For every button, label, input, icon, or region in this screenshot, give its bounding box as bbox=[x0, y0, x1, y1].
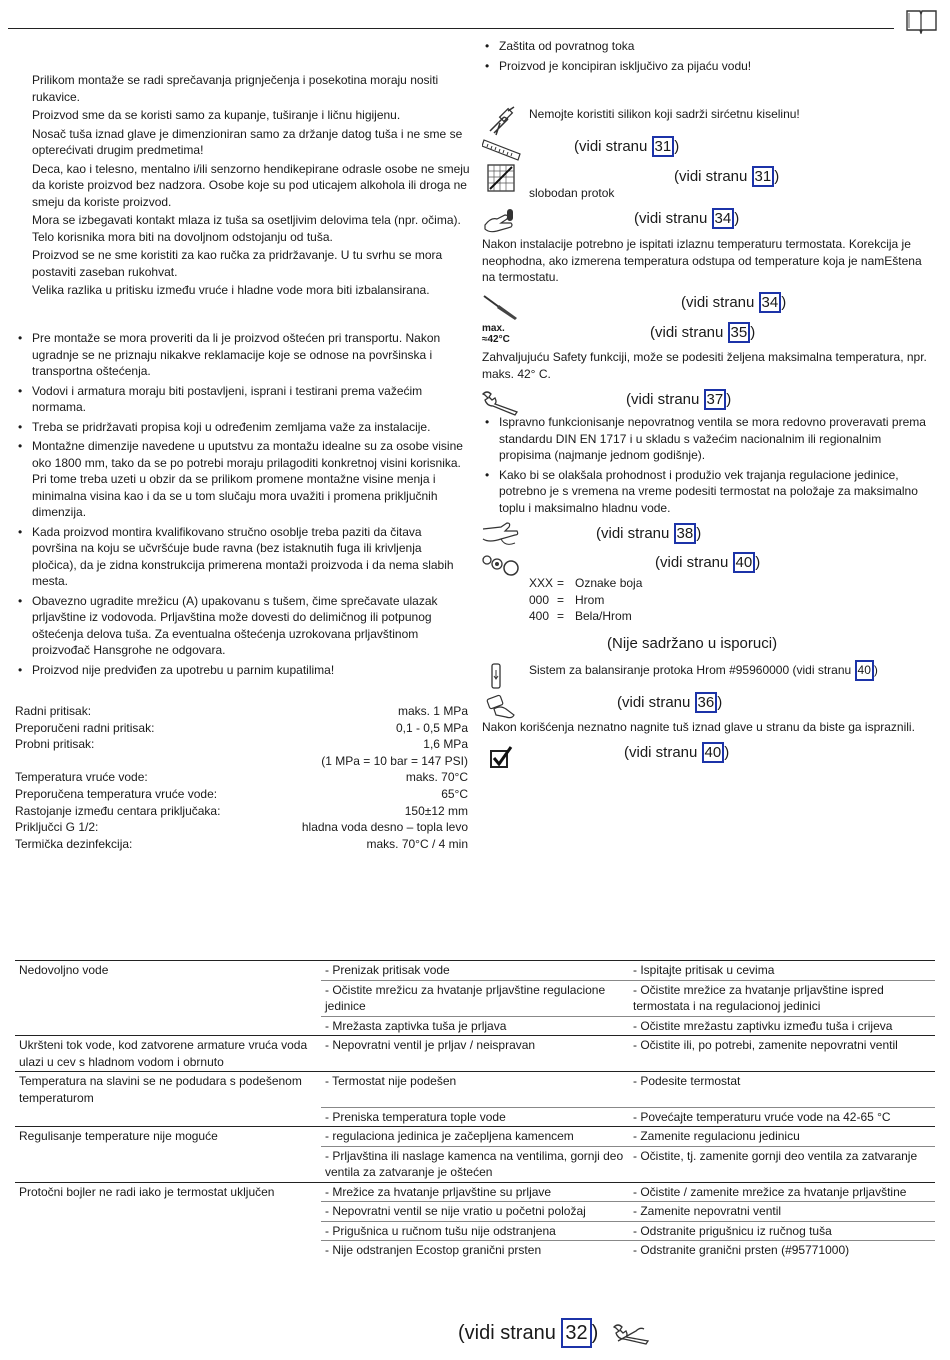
safety-section bbox=[32, 72, 472, 301]
spec-label: Preporučeni radni pritisak: bbox=[15, 720, 155, 735]
fix-cell: - Očistite mrežastu zaptivku između tuša i crijeva bbox=[629, 1016, 935, 1036]
fix-cell: - Odstranite prigušnicu iz ručnog tuša bbox=[629, 1221, 935, 1241]
cause-cell: - Očistite mrežicu za hvatanje prljavštine regulacione jedinice bbox=[321, 980, 629, 1016]
spec-row bbox=[15, 803, 468, 820]
install-bullet: • Treba se pridržavati propisa koji u određenim zemljama važe za instalacije. bbox=[18, 419, 463, 436]
close-paren: ) bbox=[774, 168, 780, 185]
fix-cell: - Podesite termostat bbox=[629, 1072, 935, 1108]
page-ref[interactable]: 31 bbox=[752, 166, 775, 187]
see-page-label: (vidi stranu bbox=[458, 1322, 556, 1344]
silicone-gun-icon bbox=[486, 105, 518, 137]
spec-value: 65°C bbox=[441, 786, 468, 801]
spec-label: Temperatura vruće vode: bbox=[15, 770, 148, 785]
problem-cell bbox=[15, 1107, 321, 1127]
table-row bbox=[15, 1202, 935, 1222]
problem-cell: Temperatura na slavini se ne podudara s podešenom temperaturom bbox=[15, 1072, 321, 1108]
spec-label: Priključci G 1/2: bbox=[15, 820, 99, 835]
hand-tilt-icon bbox=[484, 693, 518, 721]
cause-cell: - Prljavština ili naslage kamenca na ventilima, gornji deo ventila za zatvaranje je oštećen bbox=[321, 1146, 629, 1182]
maintenance-bullet: • Kako bi se olakšala prohodnost i produžio vek trajanja regulacione jedinice, potrebno je s vremena na vreme podesiti termostat na položaje za maksimalno toplu i maksimalno hladnu vode. bbox=[485, 467, 935, 517]
safety-paragraph: Mora se izbegavati kontakt mlaza iz tuša sa osetljivim delovima tela (npr. očima). Telo korisnika mora biti na dovoljnom odstojanju od tuša. bbox=[32, 213, 461, 244]
color-code-row bbox=[529, 608, 642, 625]
see-page-40b bbox=[624, 742, 729, 763]
spec-value: 1,6 MPa bbox=[423, 737, 468, 752]
spec-row bbox=[15, 703, 468, 720]
top-bullet: • Zaštita od povratnog toka bbox=[485, 38, 935, 55]
footer-see-page bbox=[458, 1318, 652, 1348]
see-page-40a bbox=[655, 552, 760, 573]
wrench-icon bbox=[612, 1323, 652, 1345]
safety-paragraph: Deca, kao i telesno, mentalno i/ili senzorno hendikepirane odrasle osobe ne smeju da koriste proizvod bez nadzora. Osobe koje su pod uticajem alkohola ili droga ne smeju da koriste proizvod. bbox=[32, 161, 470, 209]
page-ref[interactable]: 32 bbox=[561, 1318, 591, 1348]
cause-cell: - Prenizak pritisak vode bbox=[321, 961, 629, 981]
fix-cell: - Očistite ili, po potrebi, zamenite nepovratni ventil bbox=[629, 1036, 935, 1072]
fix-cell: - Očistite mrežice za hvatanje prljavštine ispred termostata i na regulacionoj jedinici bbox=[629, 980, 935, 1016]
problem-cell bbox=[15, 980, 321, 1016]
safety-paragraph: Proizvod sme da se koristi samo za kupanje, tuširanje i ličnu higijenu. bbox=[32, 108, 401, 122]
safety-function-note: Zahvaljujuću Safety funkciji, može se podesiti željena maksimalna temperatura, npr. maks. 42° C. bbox=[482, 350, 927, 381]
see-page-label: (vidi stranu bbox=[626, 391, 700, 408]
see-page-label: (vidi stranu bbox=[681, 294, 755, 311]
spec-value: maks. 70°C bbox=[405, 770, 468, 785]
install-bullet: • Vodovi i armatura moraju biti postavljeni, isprani i testirani prema važećim normama. bbox=[18, 383, 463, 416]
fix-cell: - Zamenite regulacionu jedinicu bbox=[629, 1127, 935, 1147]
flow-balancer-icon bbox=[487, 662, 505, 690]
fix-cell: - Očistite / zamenite mrežice za hvatanje prljavštine bbox=[629, 1182, 935, 1202]
see-page-34b bbox=[681, 292, 786, 313]
fix-cell: - Očistite, tj. zamenite gornji deo ventila za zatvaranje bbox=[629, 1146, 935, 1182]
not-included-label: (Nije sadržano u isporuci) bbox=[607, 635, 778, 652]
top-bullets bbox=[485, 38, 935, 77]
table-row bbox=[15, 1016, 935, 1036]
color-code: 000 bbox=[529, 592, 550, 607]
table-row bbox=[15, 1221, 935, 1241]
installation-notes bbox=[18, 330, 463, 681]
problem-cell bbox=[15, 1221, 321, 1241]
see-page-34a bbox=[634, 208, 739, 229]
spare-parts-icon bbox=[481, 552, 521, 578]
problem-cell bbox=[15, 1241, 321, 1260]
drain-note: Nakon korišćenja neznatno nagnite tuš iznad glave u stranu da biste ga ispraznili. bbox=[482, 720, 915, 734]
page-ref[interactable]: 40 bbox=[733, 552, 756, 573]
install-bullet: • Kada proizvod montira kvalifikovano stručno osoblje treba paziti da čitava površina na koju se učvršćuje bude ravna (bez istaknutih fuga ili krivljenja pločica), da je zidna konstrukcija primerena montaži proizvoda i da nema slabih mesta. bbox=[18, 524, 463, 590]
table-row bbox=[15, 980, 935, 1016]
see-page-label: (vidi stranu bbox=[655, 554, 729, 571]
problem-cell: Ukršteni tok vode, kod zatvorene armature vruća voda ulazi u cev s hladnom vodom i obrnuto bbox=[15, 1036, 321, 1072]
see-page-label: (vidi stranu bbox=[596, 525, 670, 542]
balancing-note bbox=[529, 660, 878, 681]
table-row bbox=[15, 961, 935, 981]
spec-value: 150±12 mm bbox=[404, 803, 468, 818]
ruler-icon bbox=[482, 136, 522, 162]
cause-cell: - Nepovratni ventil se nije vratio u početni položaj bbox=[321, 1202, 629, 1222]
table-row bbox=[15, 1036, 935, 1072]
problem-cell: Nedovoljno vode bbox=[15, 961, 321, 981]
page-ref[interactable]: 31 bbox=[652, 136, 675, 157]
problem-cell: Regulisanje temperature nije moguće bbox=[15, 1127, 321, 1147]
cause-cell: - Preniska temperatura tople vode bbox=[321, 1107, 629, 1127]
close-paren: ) bbox=[781, 294, 787, 311]
see-page-31b bbox=[674, 166, 779, 187]
page-ref[interactable]: 36 bbox=[695, 692, 718, 713]
spec-value: (1 MPa = 10 bar = 147 PSI) bbox=[321, 753, 468, 768]
max-temperature-icon bbox=[482, 323, 510, 345]
color-name: Hrom bbox=[575, 592, 605, 607]
table-row bbox=[15, 1241, 935, 1260]
see-page-label: (vidi stranu bbox=[634, 210, 708, 227]
spec-label: Preporučena temperatura vruće vode: bbox=[15, 786, 218, 801]
spec-row bbox=[15, 753, 468, 770]
spec-row bbox=[15, 819, 468, 836]
cause-cell: - Termostat nije podešen bbox=[321, 1072, 629, 1108]
spec-label: Rastojanje između centara priključaka: bbox=[15, 803, 221, 818]
maintenance-bullets bbox=[485, 414, 935, 519]
close-paren: ) bbox=[591, 1322, 599, 1344]
table-row bbox=[15, 1072, 935, 1108]
safety-paragraph: Velika razlika u pritisku između vruće i hladne vode mora biti izbalansirana. bbox=[32, 283, 430, 297]
color-code: 400 bbox=[529, 609, 550, 624]
see-page-38 bbox=[596, 523, 701, 544]
see-page-31a bbox=[574, 136, 679, 157]
cause-cell: - Nepovratni ventil je prljav / neispravan bbox=[321, 1036, 629, 1072]
see-page-37 bbox=[626, 389, 731, 410]
cause-cell: - Mrežasta zaptivka tuša je prljava bbox=[321, 1016, 629, 1036]
see-page-35 bbox=[650, 322, 755, 343]
balancing-text: Sistem za balansiranje protoka Hrom #95960000 (vidi stranu bbox=[529, 663, 852, 677]
max-label: max. bbox=[482, 323, 505, 334]
color-eq: = bbox=[557, 609, 565, 624]
install-bullet: • Proizvod nije predviđen za upotrebu u parnim kupatilima! bbox=[18, 662, 463, 679]
close-paren: ) bbox=[755, 554, 761, 571]
close-paren: ) bbox=[724, 744, 730, 761]
temperature-check-note: Nakon instalacije potrebno je ispitati izlaznu temperaturu termostata. Korekcija je neophodna, ako izmerena temperatura odstupa od temperature koja je namEštena na termostatu. bbox=[482, 237, 922, 285]
close-paren: ) bbox=[674, 138, 680, 155]
spec-value: hladna voda desno – topla levo bbox=[301, 820, 468, 835]
checkbox-checked-icon bbox=[489, 745, 513, 769]
silicone-note: Nemojte koristiti silikon koji sadrži sirćetnu kiselinu! bbox=[529, 107, 800, 121]
maintenance-bullet: • Ispravno funkcionisanje nepovratnog ventila se mora redovno proveravati prema standardu DIN EN 1717 i u skladu s važećim nacionalnim ili regionalnim propisima (najmanje jednom godišnje). bbox=[485, 414, 935, 464]
safety-paragraph: Prilikom montaže se radi sprečavanja prignječenja i posekotina moraju nositi rukavice. bbox=[32, 73, 439, 104]
problem-cell bbox=[15, 1202, 321, 1222]
spec-value: maks. 1 MPa bbox=[397, 704, 468, 718]
see-page-label: (vidi stranu bbox=[574, 138, 648, 155]
spec-row bbox=[15, 836, 468, 853]
spec-value: 0,1 - 0,5 MPa bbox=[395, 720, 468, 735]
see-page-label: (vidi stranu bbox=[617, 694, 691, 711]
cause-cell: - regulaciona jedinica je začepljena kamencem bbox=[321, 1127, 629, 1147]
page-ref[interactable]: 38 bbox=[674, 523, 697, 544]
close-paren: ) bbox=[750, 324, 756, 341]
problem-cell bbox=[15, 1146, 321, 1182]
see-page-36 bbox=[617, 692, 722, 713]
fix-cell: - Povećajte temperaturu vruće vode na 42-65 °C bbox=[629, 1107, 935, 1127]
cause-cell: - Nije odstranjen Ecostop granični prsten bbox=[321, 1241, 629, 1260]
cause-cell: - Prigušnica u ručnom tušu nije odstranjena bbox=[321, 1221, 629, 1241]
safety-paragraph: Nosač tuša iznad glave je dimenzioniran samo za držanje datog tuša i ne sme se opterećivati drugim predmetima! bbox=[32, 126, 463, 157]
spec-label: Probni pritisak: bbox=[15, 737, 95, 752]
color-eq: = bbox=[557, 592, 565, 607]
color-name: Bela/Hrom bbox=[575, 609, 632, 624]
free-flow-label: slobodan protok bbox=[529, 186, 615, 200]
technical-data bbox=[15, 703, 468, 852]
problem-cell bbox=[15, 1016, 321, 1036]
fix-cell: - Odstranite granični prsten (#95771000) bbox=[629, 1241, 935, 1260]
color-code-row bbox=[529, 575, 642, 592]
page-ref[interactable]: 35 bbox=[728, 322, 751, 343]
header-rule bbox=[8, 28, 894, 29]
page-ref[interactable]: 34 bbox=[712, 208, 735, 229]
table-row bbox=[15, 1107, 935, 1127]
spec-row bbox=[15, 786, 468, 803]
close-paren: ) bbox=[734, 210, 740, 227]
spec-row bbox=[15, 769, 468, 786]
problem-cell: Protočni bojler ne radi iako je termostat uključen bbox=[15, 1182, 321, 1202]
fix-cell: - Ispitajte pritisak u cevima bbox=[629, 961, 935, 981]
top-bullet: • Proizvod je koncipiran isključivo za pijaću vodu! bbox=[485, 58, 935, 75]
color-codes bbox=[529, 575, 642, 625]
spec-label: Termička dezinfekcija: bbox=[15, 836, 133, 851]
see-page-label: (vidi stranu bbox=[624, 744, 698, 761]
spec-row bbox=[15, 720, 468, 737]
install-bullet: • Montažne dimenzije navedene u uputstvu za montažu idealne su za osobe visine oko 1800 mm, tako da se po potrebi moraju prilagoditi konkretnoj visini korisnika. Pri tome treba uzeti u obzir da se prilikom promene montažne visine menja i minimalna visina kao i da se u tom slučaju mora uvažiti i promena priključnih dimenzija. bbox=[18, 438, 463, 521]
table-row bbox=[15, 1127, 935, 1147]
see-page-label: (vidi stranu bbox=[650, 324, 724, 341]
open-book-icon bbox=[905, 8, 938, 34]
table-row bbox=[15, 1146, 935, 1182]
spec-value: maks. 70°C / 4 min bbox=[366, 836, 468, 851]
close-paren: ) bbox=[717, 694, 723, 711]
page-ref[interactable]: 40 bbox=[702, 742, 725, 763]
fix-cell: - Zamenite nepovratni ventil bbox=[629, 1202, 935, 1222]
color-name: Oznake boja bbox=[575, 576, 643, 590]
dimension-grid-icon bbox=[487, 164, 515, 192]
close-paren: ) bbox=[873, 663, 878, 677]
color-code: XXX bbox=[529, 576, 554, 590]
close-paren: ) bbox=[726, 391, 732, 408]
max-temp-label: ≈42°C bbox=[482, 334, 510, 345]
install-bullet: • Pre montaže se mora proveriti da li je proizvod oštećen pri transportu. Nakon ugradnje se ne priznaju nikakve reklamacije koje se odnose na površinska i transportna oštećenja. bbox=[18, 330, 463, 380]
wrench-icon bbox=[481, 390, 521, 416]
install-bullet: • Obavezno ugradite mrežicu (A) upakovanu s tušem, čime sprečavate ulazak prljavštine iz vodovoda. Prljavština može dovesti do delimičnog ili potpunog oštećenja delova tuša. Za eventualna oštećenja uzrokovana prljavštinom proizvođač Hansgrohe ne odgovara. bbox=[18, 593, 463, 659]
color-code-row bbox=[529, 592, 642, 609]
table-row bbox=[15, 1182, 935, 1202]
screwdriver-icon bbox=[481, 291, 521, 321]
safety-paragraph: Proizvod se ne sme koristiti za kao ručka za pridržavanje. U tu svrhu se mora postaviti zaseban rukohvat. bbox=[32, 248, 443, 279]
page-ref[interactable]: 37 bbox=[704, 389, 727, 410]
spec-row bbox=[15, 736, 468, 753]
close-paren: ) bbox=[696, 525, 702, 542]
hand-cleaning-icon bbox=[481, 521, 521, 547]
spec-label: Radni pritisak: bbox=[15, 704, 92, 718]
page-ref[interactable]: 34 bbox=[759, 292, 782, 313]
cause-cell: - Mrežice za hvatanje prljavštine su prljave bbox=[321, 1182, 629, 1202]
hand-temperature-icon bbox=[483, 207, 517, 235]
page-ref[interactable]: 40 bbox=[855, 660, 874, 681]
color-eq: = bbox=[557, 576, 565, 590]
see-page-label: (vidi stranu bbox=[674, 168, 748, 185]
troubleshooting-table bbox=[15, 960, 935, 1260]
